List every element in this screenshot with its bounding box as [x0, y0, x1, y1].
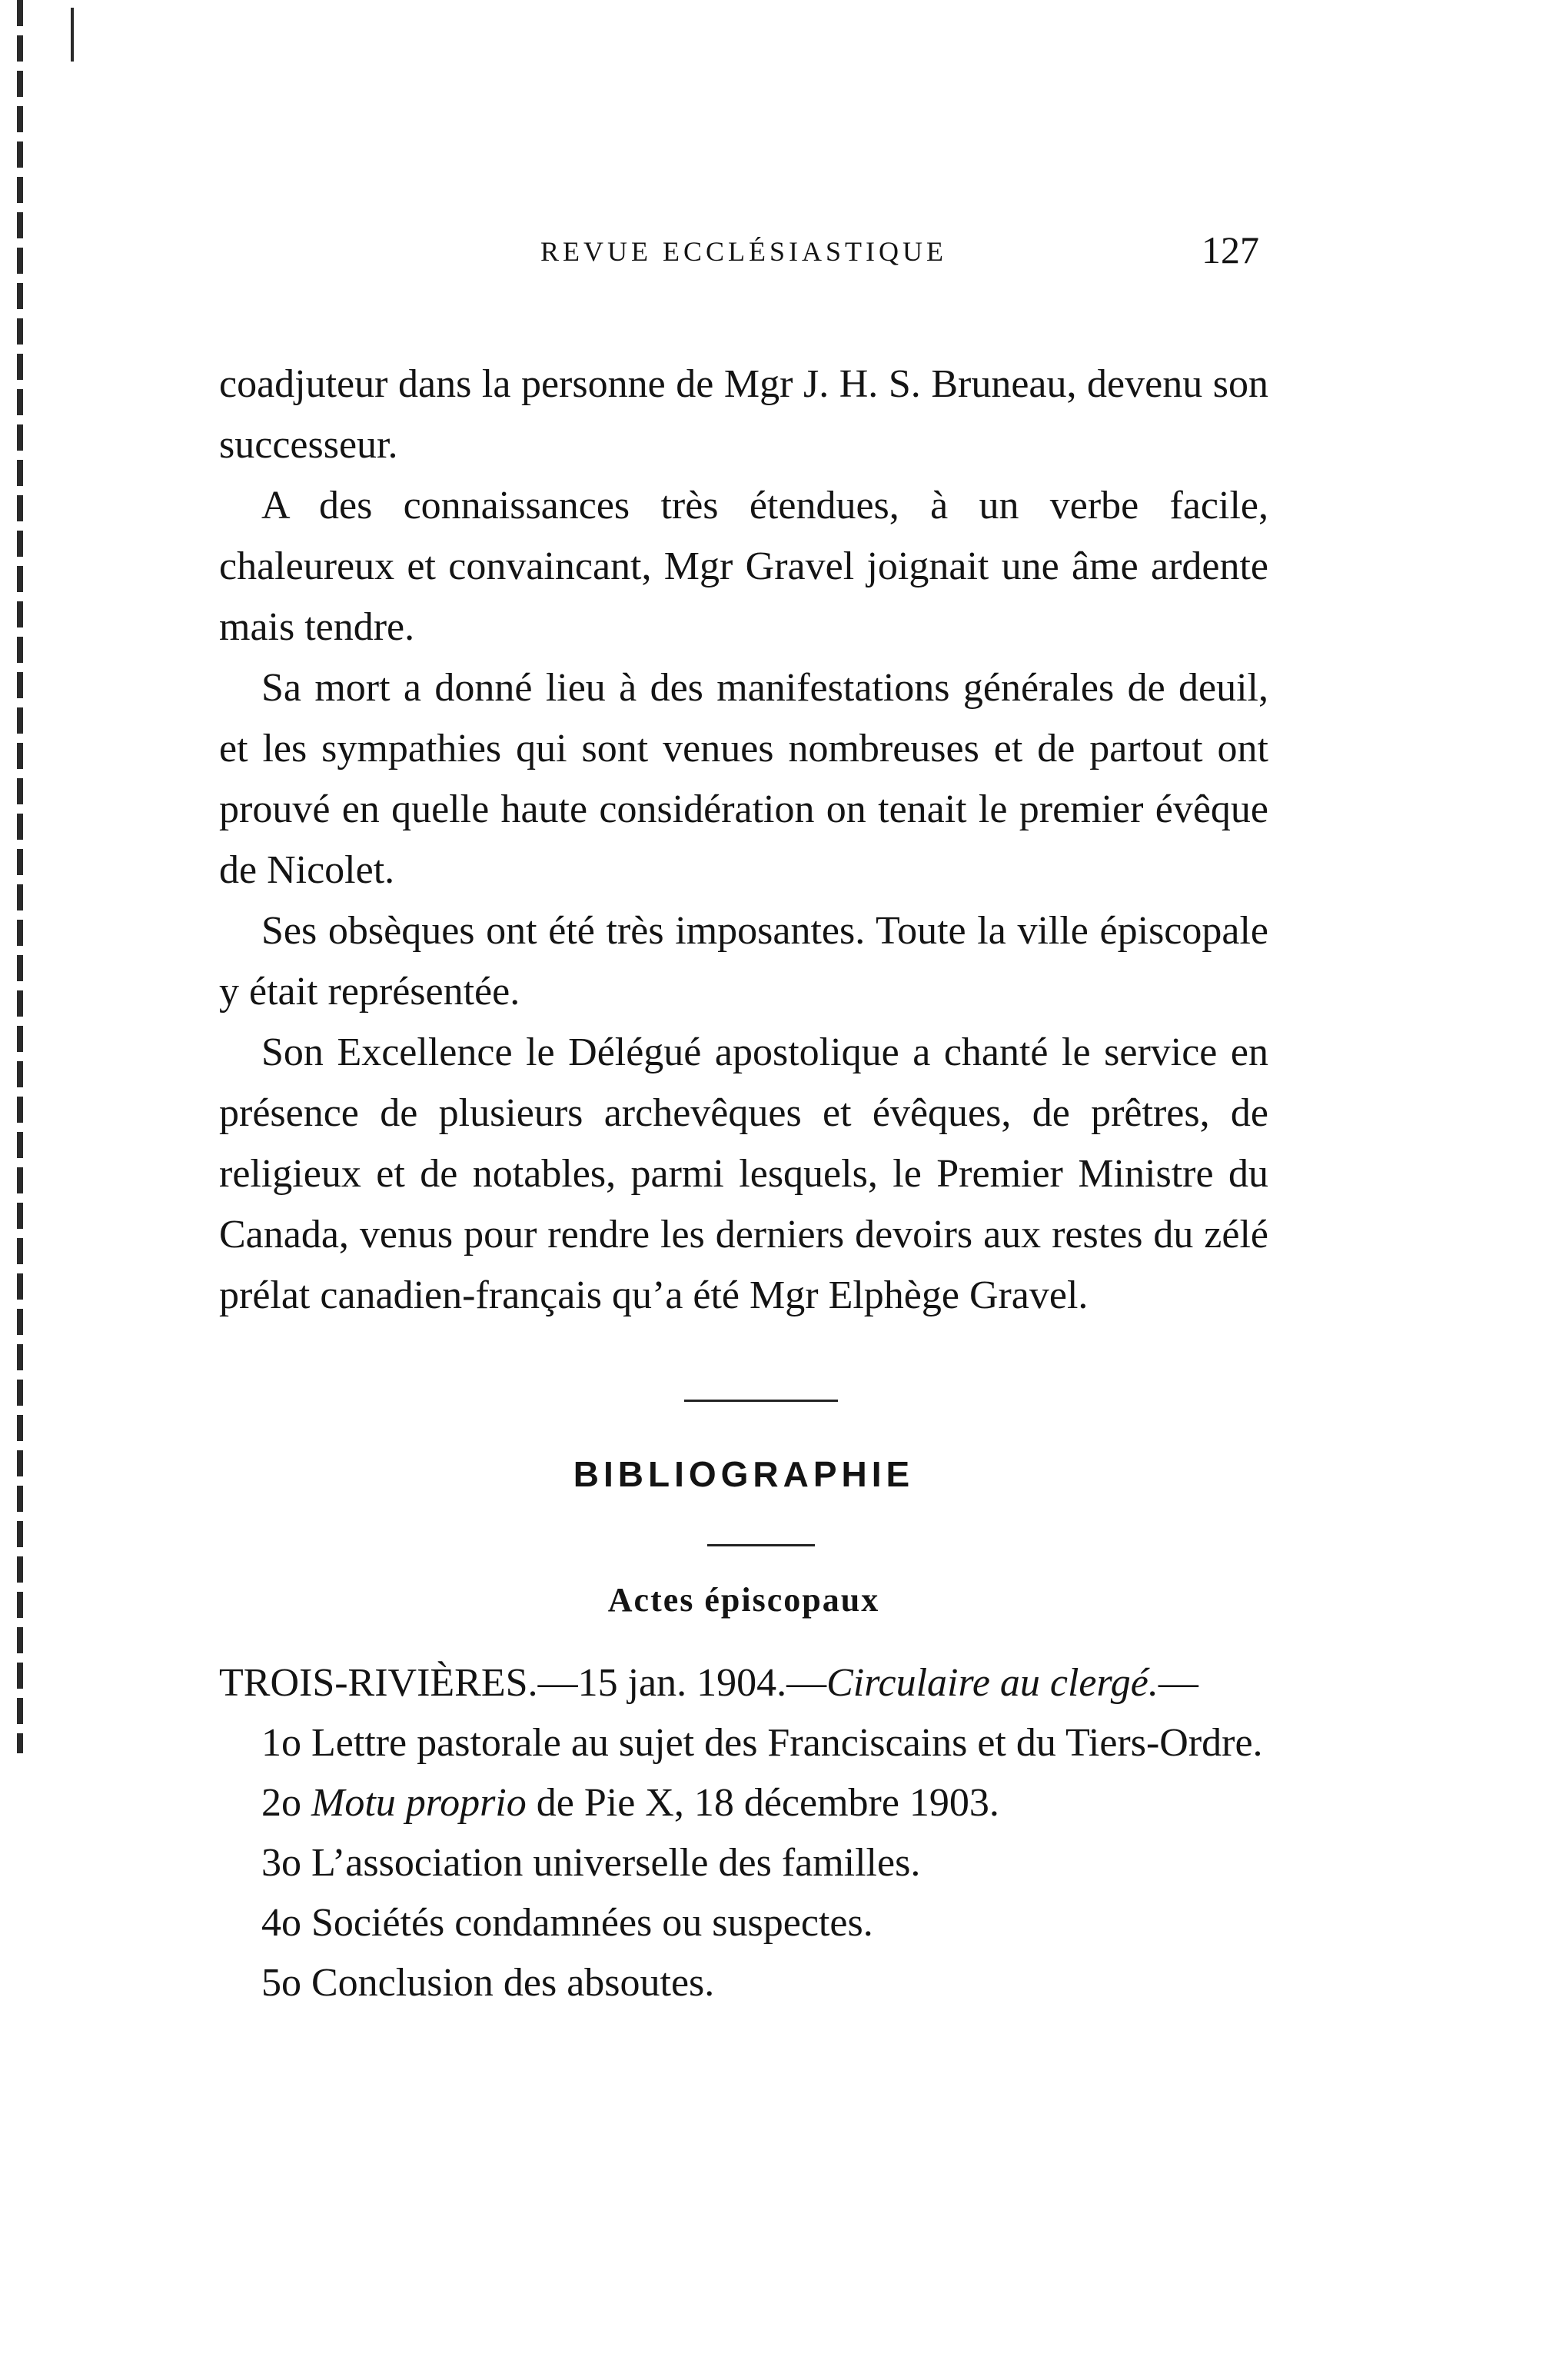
- item-number: 4o: [261, 1901, 301, 1945]
- item-text: Conclusion des absoutes.: [311, 1961, 715, 2005]
- page-number: 127: [1202, 228, 1259, 271]
- entry-heading: [219, 1653, 1268, 1713]
- title-underline: [707, 1544, 815, 1546]
- item-number: 2o: [261, 1781, 301, 1825]
- list-item: [219, 1953, 1268, 2013]
- item-text: L’association universelle des familles.: [311, 1841, 921, 1885]
- item-number: 5o: [261, 1961, 301, 2005]
- list-item: [219, 1773, 1268, 1833]
- list-item: [219, 1713, 1268, 1773]
- entry-document: Circulaire au clergé.: [826, 1661, 1158, 1705]
- entry-date: —15 jan. 1904.—: [537, 1661, 827, 1705]
- paragraph-5: Son Excellence le Délégué apostolique a chanté le service en présence de plusieurs archevêques et évêques, de prêtres, de religieux et de notables, parmi lesquels, le Premier Ministre du Canada, venus pour rendre les derniers devoirs aux restes du zélé prélat canadien-français qu’a été Mgr Elphège Gravel.: [219, 1030, 1268, 1317]
- entry-place: TROIS-RIVIÈRES.: [219, 1661, 538, 1705]
- page-edge-scan-mark: [17, 0, 23, 1753]
- bibliography-entry: [219, 1653, 1268, 2013]
- item-italic-text: Motu proprio: [311, 1781, 527, 1825]
- list-item: [219, 1833, 1268, 1893]
- list-item: [219, 1893, 1268, 1953]
- item-text: Lettre pastorale au sujet des Franciscains et du Tiers-Ordre.: [311, 1721, 1263, 1765]
- item-text: de Pie X, 18 décembre 1903.: [526, 1781, 999, 1825]
- item-text: Sociétés condamnées ou suspectes.: [311, 1901, 873, 1945]
- page-header: [219, 228, 1268, 277]
- item-number: 3o: [261, 1841, 301, 1885]
- entry-items: [219, 1713, 1268, 2013]
- section-title: BIBLIOGRAPHIE: [573, 1454, 915, 1494]
- paragraph-4: Ses obsèques ont été très imposantes. Toute la ville épiscopale y était représentée.: [219, 909, 1268, 1014]
- paragraph-2: A des connaissances très étendues, à un verbe facile, chaleureux et convaincant, Mgr Gravel joignait une âme ardente mais tendre.: [219, 484, 1268, 649]
- running-head: REVUE ECCLÉSIASTIQUE: [540, 236, 947, 267]
- subsection-title: Actes épiscopaux: [607, 1581, 880, 1619]
- page-edge-scan-mark-2: [71, 8, 74, 62]
- paragraph-1: coadjuteur dans la personne de Mgr J. H. S. Bruneau, devenu son successeur.: [219, 362, 1268, 467]
- item-number: 1o: [261, 1721, 301, 1765]
- entry-dash: —: [1158, 1661, 1198, 1705]
- paragraph-3: Sa mort a donné lieu à des manifestations générales de deuil, et les sympathies qui sont venues nombreuses et de partout ont prouvé en quelle haute considération on tenait le premier évêque de Nicolet.: [219, 666, 1268, 892]
- body-text: [219, 354, 1268, 1326]
- section-divider: [684, 1400, 838, 1402]
